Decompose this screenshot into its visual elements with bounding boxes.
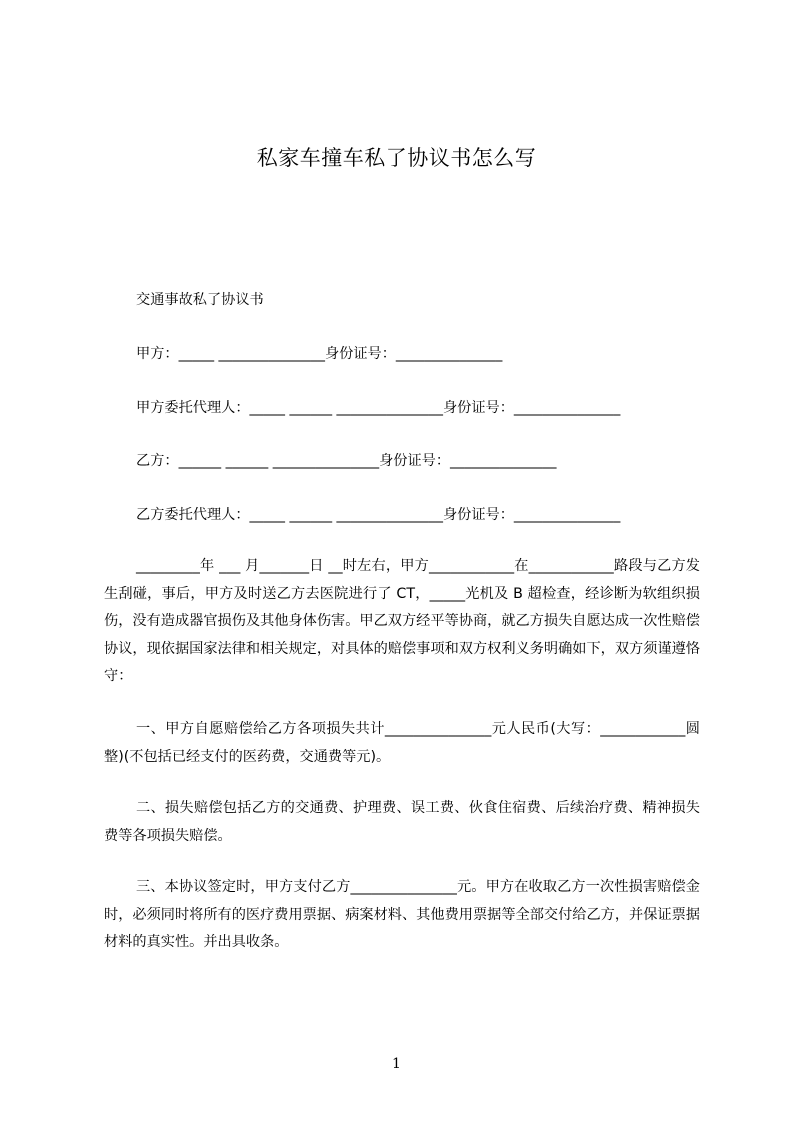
- clause-3-paragraph: 三、本协议签定时，甲方支付乙方_______________元。甲方在收取乙方一次性损害赔偿金时，必须同时将所有的医疗费用票据、病案材料、其他费用票据等全部交付给乙方，并保证票据材料的真实性。并出具收条。: [104, 879, 700, 950]
- agreement-heading: 交通事故私了协议书: [136, 292, 264, 308]
- party-b-line: 乙方：______ ______ _______________身份证号：_______________: [136, 453, 557, 469]
- party-a-agent-line: 甲方委托代理人：_____ ______ _______________身份证号：_______________: [136, 400, 621, 416]
- party-b-agent-line: 乙方委托代理人：_____ ______ _______________身份证号：_______________: [136, 507, 621, 523]
- party-a-line: 甲方：_____ _______________身份证号：_______________: [136, 346, 503, 362]
- incident-paragraph: _________年 ___ 月_______日 __时左右，甲方____________在____________路段与乙方发生刮碰，事后，甲方及时送乙方去医院进行了 CT，_____光机及 B 超检查，经诊断为软组织损伤，没有造成器官损伤及其他身体伤害。甲乙双方经平等协商，就乙方损失自愿达成一次性赔偿协议，现依据国家法律和相关规定，对具体的赔偿事项和双方权利义务明确如下，双方须谨遵恪守：: [104, 558, 700, 684]
- page-number: 1: [392, 1056, 401, 1072]
- clause-1-paragraph: 一、甲方自愿赔偿给乙方各项损失共计_______________元人民币(大写：____________圆整)(不包括已经支付的医药费，交通费等元)。: [104, 721, 700, 765]
- document-title: 私家车撞车私了协议书怎么写: [256, 146, 537, 170]
- clause-2-paragraph: 二、损失赔偿包括乙方的交通费、护理费、误工费、伙食住宿费、后续治疗费、精神损失费等各项损失赔偿。: [104, 800, 700, 844]
